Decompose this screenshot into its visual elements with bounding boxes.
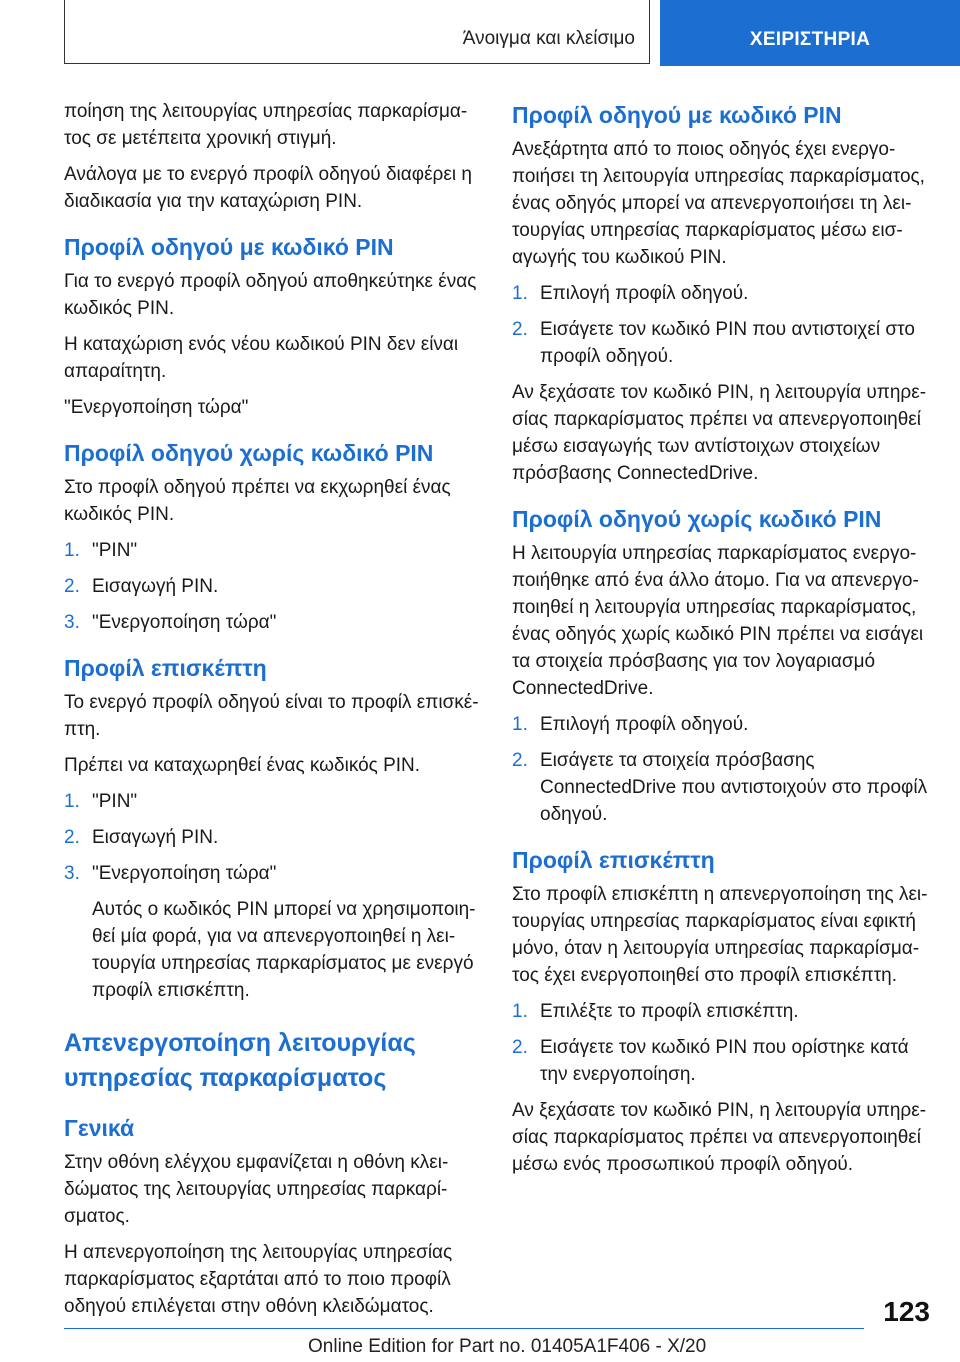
step-text: Εισαγωγή PIN.: [92, 576, 219, 597]
paragraph: Αν ξεχάσατε τον κωδικό PIN, η λειτουργία υπηρε-σίας παρκαρίσματος πρέπει να απενεργοποιηθεί μέσω ενός προσωπικού προφίλ οδηγού.: [512, 1100, 927, 1175]
step-text: "PIN": [92, 540, 138, 561]
step-text: Επιλογή προφίλ οδηγού.: [540, 283, 749, 304]
paragraph: Στο προφίλ επισκέπτη η απενεργοποίηση της λει-τουργίας υπηρεσίας παρκαρίσματος είναι εφικτή μόνο, όταν η λειτουργία υπηρεσίας παρκαρίσμα-τος έχει ενεργοποιηθεί στο προφίλ επισκέπτη.: [512, 884, 928, 986]
heading-driver-profile-without-pin: Προφίλ οδηγού χωρίς κωδικό PIN: [512, 506, 882, 532]
list-item: [512, 747, 932, 828]
list-item: [64, 788, 484, 815]
step-number: 3.: [64, 863, 80, 884]
step-text: Εισαγωγή PIN.: [92, 827, 219, 848]
paragraph: Για το ενεργό προφίλ οδηγού αποθηκεύτηκε ένας κωδικός PIN.: [64, 271, 477, 319]
step-number: 2.: [64, 827, 80, 848]
step-text: Εισάγετε τον κωδικό PIN που αντιστοιχεί στο προφίλ οδηγού.: [540, 319, 915, 367]
page-number: 123: [883, 1296, 930, 1327]
paragraph: Στην οθόνη ελέγχου εμφανίζεται η οθόνη κλει-δώματος της λειτουργίας υπηρεσίας παρκαρί-σματος.: [64, 1152, 449, 1227]
footer-divider: [64, 1328, 864, 1329]
paragraph: Η λειτουργία υπηρεσίας παρκαρίσματος ενεργο-ποιήθηκε από ένα άλλο άτομο. Για να απενεργο-ποιηθεί η λειτουργία υπηρεσίας παρκαρίσματος, ένας οδηγός χωρίς κωδικό PIN πρέπει να εισάγει τα στοιχεία πρόσβασης για τον λογαριασμό ConnectedDrive.: [512, 543, 924, 699]
list-item: [64, 609, 484, 636]
step-number: 1.: [64, 540, 80, 561]
list-item: [64, 573, 484, 600]
heading-guest-profile: Προφίλ επισκέπτη: [64, 655, 267, 681]
step-number: 2.: [512, 750, 528, 771]
step-text: Εισάγετε τα στοιχεία πρόσβασης ConnectedDrive που αντιστοιχούν στο προφίλ οδηγού.: [540, 750, 928, 825]
step-number: 1.: [512, 1001, 528, 1022]
heading-general: Γενικά: [64, 1115, 135, 1141]
step-number: 3.: [64, 612, 80, 633]
step-number: 1.: [512, 283, 528, 304]
step-text: "Ενεργοποίηση τώρα": [92, 863, 277, 884]
step-note: Αυτός ο κωδικός PIN μπορεί να χρησιμοποιη-θεί μία φορά, για να απενεργοποιηθεί η λει-τουργία υπηρεσίας παρκαρίσματος με ενεργό προφίλ επισκέπτη.: [92, 899, 476, 1001]
right-column: [512, 98, 932, 1187]
paragraph: ποίηση της λειτουργίας υπηρεσίας παρκαρίσμα-τος σε μετέπειτα χρονική στιγμή.: [64, 101, 468, 149]
chapter-title: Άνοιγμα και κλείσιμο: [462, 28, 635, 49]
paragraph: Ανεξάρτητα από το ποιος οδηγός έχει ενεργο-ποιήσει τη λειτουργία υπηρεσίας παρκαρίσματος, ένας οδηγός μπορεί να απενεργοποιήσει τη λει-τουργίας υπηρεσίας παρκαρίσματος μέσω εισ-αγωγής του κωδικού PIN.: [512, 139, 925, 268]
paragraph: "Ενεργοποίηση τώρα": [64, 397, 249, 418]
left-column: [64, 98, 484, 1329]
paragraph: Το ενεργό προφίλ οδηγού είναι το προφίλ επισκέ-πτη.: [64, 692, 479, 740]
list-item: [64, 860, 484, 887]
step-text: "PIN": [92, 791, 138, 812]
step-number: 2.: [512, 319, 528, 340]
heading-driver-profile-with-pin: Προφίλ οδηγού με κωδικό PIN: [512, 102, 842, 128]
paragraph: Η καταχώριση ενός νέου κωδικού PIN δεν είναι απαραίτητη.: [64, 334, 459, 382]
section-tab-label: ΧΕΙΡΙΣΤΗΡΙΑ: [749, 29, 871, 50]
footer-edition: Online Edition for Part no. 01405A1F406 - X/20: [308, 1336, 707, 1357]
list-item: [512, 316, 932, 370]
paragraph: Πρέπει να καταχωρηθεί ένας κωδικός PIN.: [64, 755, 421, 776]
step-number: 2.: [64, 576, 80, 597]
step-number: 1.: [512, 714, 528, 735]
list-item: [512, 998, 932, 1025]
heading-driver-profile-with-pin: Προφίλ οδηγού με κωδικό PIN: [64, 234, 394, 260]
paragraph: Στο προφίλ οδηγού πρέπει να εκχωρηθεί ένας κωδικός PIN.: [64, 477, 451, 525]
step-text: "Ενεργοποίηση τώρα": [92, 612, 277, 633]
step-text: Εισάγετε τον κωδικό PIN που ορίστηκε κατά την ενεργοποίηση.: [540, 1037, 909, 1085]
step-number: 1.: [64, 791, 80, 812]
step-text: Επιλέξτε το προφίλ επισκέπτη.: [540, 1001, 799, 1022]
heading-deactivate-valet-mode: Απενεργοποίηση λειτουργίας υπηρεσίας παρκαρίσματος: [64, 1029, 416, 1092]
list-item: [64, 824, 484, 851]
section-tab: [660, 0, 960, 66]
list-item: [512, 280, 932, 307]
heading-guest-profile: Προφίλ επισκέπτη: [512, 847, 715, 873]
paragraph: Ανάλογα με το ενεργό προφίλ οδηγού διαφέρει η διαδικασία για την καταχώριση PIN.: [64, 164, 472, 212]
step-number: 2.: [512, 1037, 528, 1058]
list-item: [512, 1034, 932, 1088]
heading-driver-profile-without-pin: Προφίλ οδηγού χωρίς κωδικό PIN: [64, 440, 434, 466]
page-header: [0, 0, 960, 66]
list-item: [512, 711, 932, 738]
step-text: Επιλογή προφίλ οδηγού.: [540, 714, 749, 735]
chapter-header-box: [64, 0, 650, 64]
paragraph: Η απενεργοποίηση της λειτουργίας υπηρεσίας παρκαρίσματος εξαρτάται από το ποιο προφίλ οδηγού επιλέγεται στην οθόνη κλειδώματος.: [64, 1242, 453, 1317]
list-item: [64, 537, 484, 564]
paragraph: Αν ξεχάσατε τον κωδικό PIN, η λειτουργία υπηρε-σίας παρκαρίσματος πρέπει να απενεργοποιηθεί μέσω εισαγωγής των αντίστοιχων στοιχείων πρόσβασης ConnectedDrive.: [512, 382, 927, 484]
